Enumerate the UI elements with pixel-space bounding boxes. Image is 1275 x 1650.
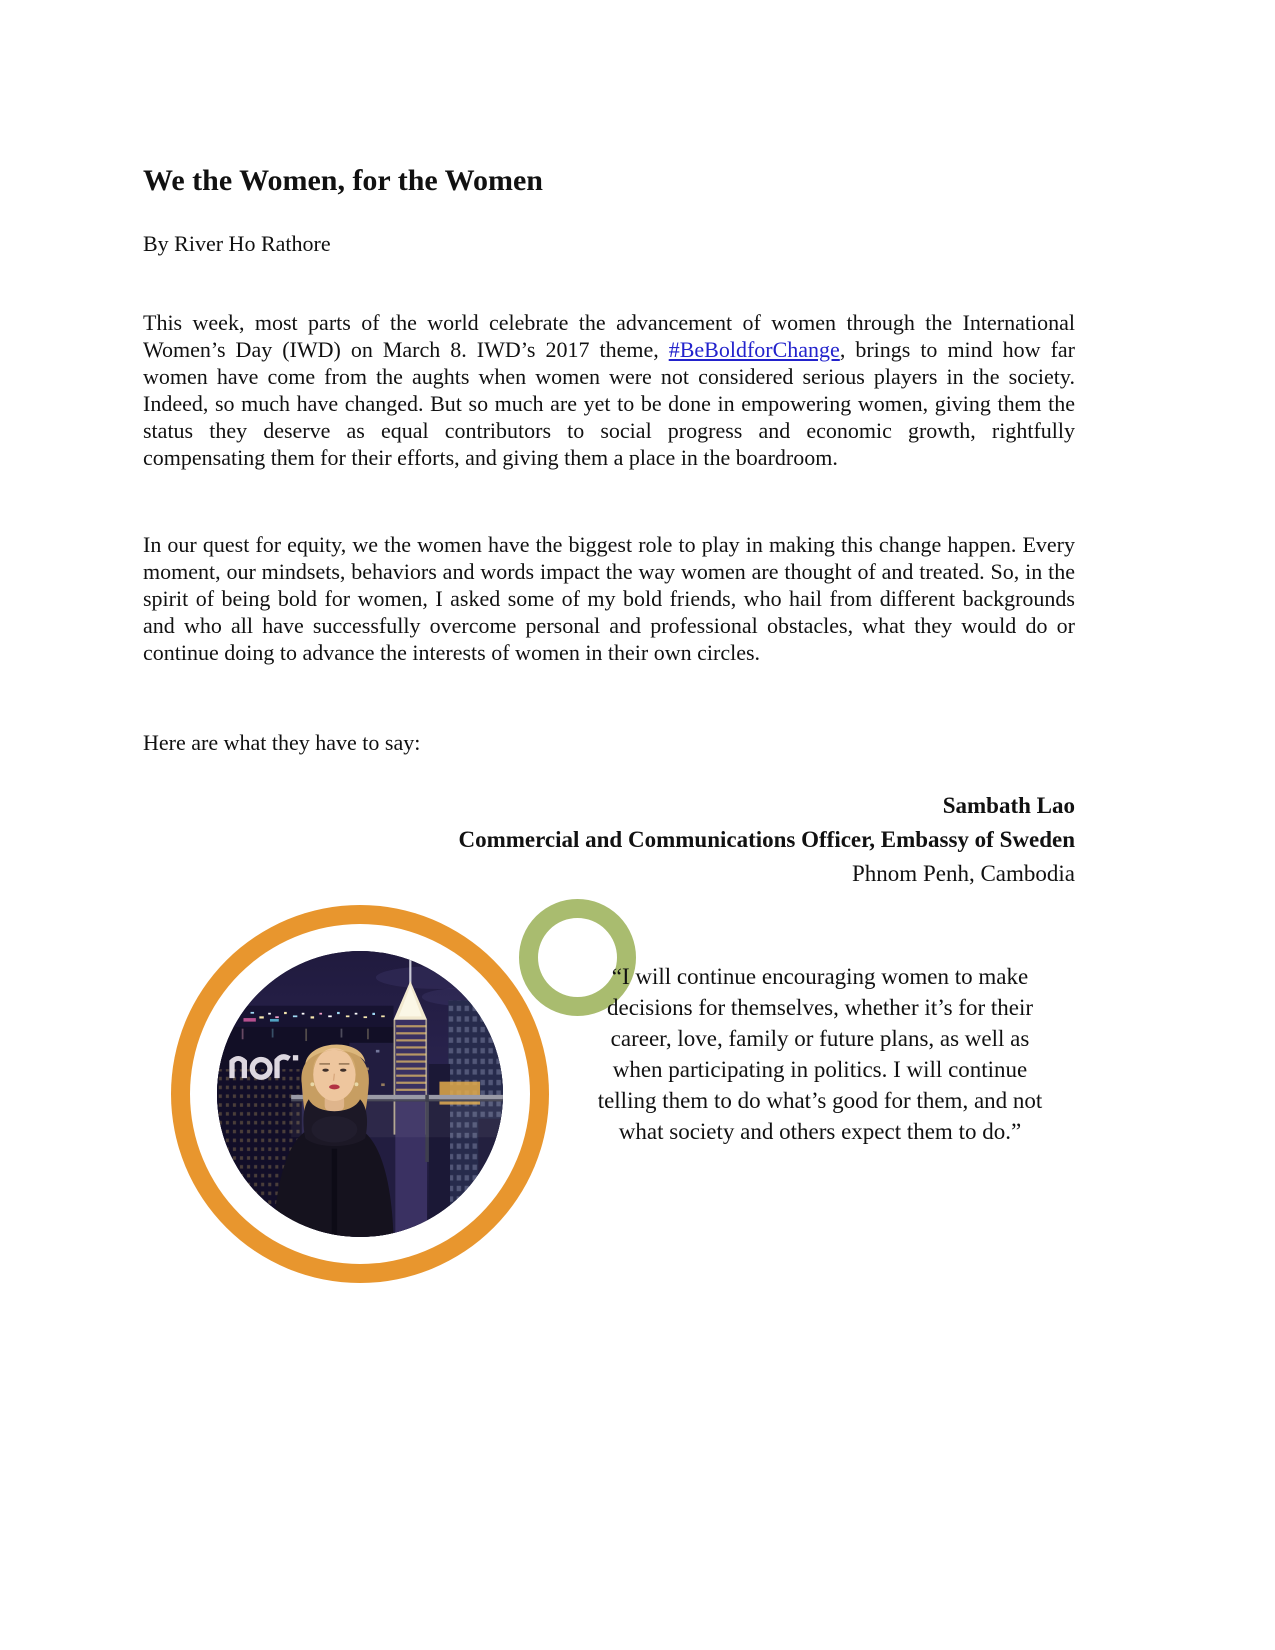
profile-quote	[530, 961, 1110, 1147]
quote-line: what society and others expect them to do.”	[618, 1119, 1022, 1144]
profile-photo-gap	[190, 924, 530, 1264]
profile-title: Commercial and Communications Officer, Embassy of Sweden	[458, 827, 1075, 852]
paragraph-1-text-before: This week, most parts of the world celebrate the advancement of women through the International Women’s Day (IWD) on March 8. IWD’s 2017 theme,	[143, 310, 1075, 362]
quote-line: telling them to do what’s good for them, and not	[597, 1088, 1043, 1113]
profile-location: Phnom Penh, Cambodia	[852, 861, 1075, 886]
quote-line: decisions for themselves, whether it’s for their	[606, 995, 1034, 1020]
page-title: We the Women, for the Women	[143, 164, 543, 198]
portrait-photo	[217, 951, 503, 1237]
profile-photo	[217, 951, 503, 1237]
photo-vignette	[217, 951, 503, 1237]
beboldforchange-link[interactable]: #BeBoldforChange	[668, 337, 840, 362]
profile-name: Sambath Lao	[942, 793, 1075, 818]
quote-line: “I will continue encouraging women to make	[611, 964, 1029, 989]
byline: By River Ho Rathore	[143, 231, 331, 256]
quote-line: career, love, family or future plans, as well as	[610, 1026, 1030, 1051]
profile-credit-block	[143, 789, 1075, 891]
quote-line: when participating in politics. I will continue	[612, 1057, 1028, 1082]
paragraph-1-text-after: , brings to mind how far women have come from the aughts when women were not considered serious players in the society. Indeed, so much have changed. But so much are yet to be done in empowering women, giving them the status they deserve as equal contributors to social progress and economic growth, rightfully compensating them for their efforts, and giving them a place in the boardroom.	[143, 337, 1075, 470]
paragraph-3: Here are what they have to say:	[143, 730, 421, 755]
paragraph-1	[143, 309, 1075, 471]
paragraph-2: In our quest for equity, we the women have the biggest role to play in making this change happen. Every moment, our mindsets, behaviors and words impact the way women are thought of and treated. So, in the spirit of being bold for women, I asked some of my bold friends, who hail from different backgrounds and who all have successfully overcome personal and professional obstacles, what they would do or continue doing to advance the interests of women in their own circles.	[143, 532, 1075, 665]
profile-photo-ring	[171, 905, 549, 1283]
